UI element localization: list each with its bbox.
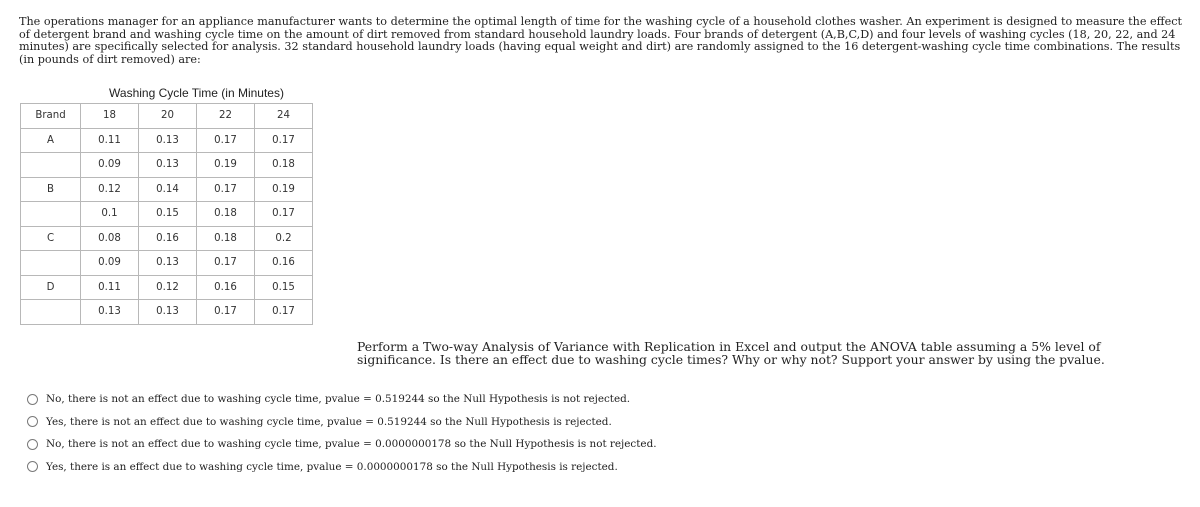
- time-header: 18: [81, 104, 139, 129]
- value-cell: 0.17: [197, 177, 255, 202]
- brand-cell: [21, 202, 81, 227]
- table-header-row: [21, 104, 313, 129]
- answer-option-1[interactable]: [27, 388, 657, 411]
- value-cell: 0.13: [139, 300, 197, 325]
- time-header: 20: [139, 104, 197, 129]
- table-row: [21, 177, 313, 202]
- value-cell: 0.15: [255, 275, 313, 300]
- value-cell: 0.2: [255, 226, 313, 251]
- value-cell: 0.13: [139, 251, 197, 276]
- brand-cell: [21, 300, 81, 325]
- brand-cell: C: [21, 226, 81, 251]
- radio-button[interactable]: [27, 439, 38, 450]
- brand-cell: [21, 153, 81, 178]
- value-cell: 0.18: [197, 226, 255, 251]
- time-header: 22: [197, 104, 255, 129]
- value-cell: 0.16: [139, 226, 197, 251]
- value-cell: 0.17: [197, 300, 255, 325]
- radio-button[interactable]: [27, 416, 38, 427]
- value-cell: 0.11: [81, 128, 139, 153]
- value-cell: 0.09: [81, 251, 139, 276]
- value-cell: 0.16: [197, 275, 255, 300]
- value-cell: 0.13: [139, 153, 197, 178]
- option-label[interactable]: No, there is not an effect due to washing cycle time, pvalue = 0.519244 so the Null Hypothesis is not rejected.: [46, 393, 631, 406]
- time-header: 24: [255, 104, 313, 129]
- table-row: [21, 202, 313, 227]
- problem-statement: The operations manager for an appliance manufacturer wants to determine the optimal length of time for the washing cycle of a household clothes washer. An experiment is designed to measure the effect of detergent brand and washing cycle time on the amount of dirt removed from standard household laundry loads. Four brands of detergent (A,B,C,D) and four levels of washing cycles (18, 20, 22, and 24 minutes) are specifically selected for analysis. 32 standard household laundry loads (having equal weight and dirt) are randomly assigned to the 16 detergent-washing cycle time combinations. The results (in pounds of dirt removed) are:: [19, 15, 1183, 66]
- value-cell: 0.19: [197, 153, 255, 178]
- value-cell: 0.19: [255, 177, 313, 202]
- value-cell: 0.17: [255, 300, 313, 325]
- value-cell: 0.18: [255, 153, 313, 178]
- value-cell: 0.18: [197, 202, 255, 227]
- value-cell: 0.1: [81, 202, 139, 227]
- brand-cell: B: [21, 177, 81, 202]
- brand-cell: D: [21, 275, 81, 300]
- answer-options: [27, 388, 657, 478]
- question-text: Perform a Two-way Analysis of Variance with Replication in Excel and output the ANOVA table assuming a 5% level of significance. Is there an effect due to washing cycle times? Why or why not? Support your answer by using the pvalue.: [357, 339, 1105, 367]
- radio-button[interactable]: [27, 461, 38, 472]
- brand-header: Brand: [21, 104, 81, 129]
- value-cell: 0.17: [197, 128, 255, 153]
- table-row: [21, 226, 313, 251]
- table-row: [21, 275, 313, 300]
- brand-cell: [21, 251, 81, 276]
- value-cell: 0.15: [139, 202, 197, 227]
- value-cell: 0.17: [255, 128, 313, 153]
- table-row: [21, 128, 313, 153]
- value-cell: 0.12: [139, 275, 197, 300]
- data-table: [20, 82, 313, 325]
- option-label[interactable]: No, there is not an effect due to washing cycle time, pvalue = 0.0000000178 so the Null Hypothesis is not rejected.: [46, 438, 657, 451]
- option-label[interactable]: Yes, there is not an effect due to washing cycle time, pvalue = 0.519244 so the Null Hypothesis is rejected.: [46, 415, 612, 428]
- value-cell: 0.08: [81, 226, 139, 251]
- brand-cell: A: [21, 128, 81, 153]
- value-cell: 0.12: [81, 177, 139, 202]
- radio-button[interactable]: [27, 394, 38, 405]
- value-cell: 0.13: [81, 300, 139, 325]
- table-caption: Washing Cycle Time (in Minutes): [109, 85, 284, 100]
- value-cell: 0.11: [81, 275, 139, 300]
- answer-option-4[interactable]: [27, 456, 657, 479]
- value-cell: 0.09: [81, 153, 139, 178]
- option-label[interactable]: Yes, there is an effect due to washing cycle time, pvalue = 0.0000000178 so the Null Hypothesis is rejected.: [46, 460, 618, 473]
- value-cell: 0.13: [139, 128, 197, 153]
- value-cell: 0.17: [197, 251, 255, 276]
- table-row: [21, 300, 313, 325]
- table-row: [21, 153, 313, 178]
- answer-option-2[interactable]: [27, 411, 657, 434]
- value-cell: 0.17: [255, 202, 313, 227]
- table-row: [21, 251, 313, 276]
- value-cell: 0.16: [255, 251, 313, 276]
- answer-option-3[interactable]: [27, 433, 657, 456]
- value-cell: 0.14: [139, 177, 197, 202]
